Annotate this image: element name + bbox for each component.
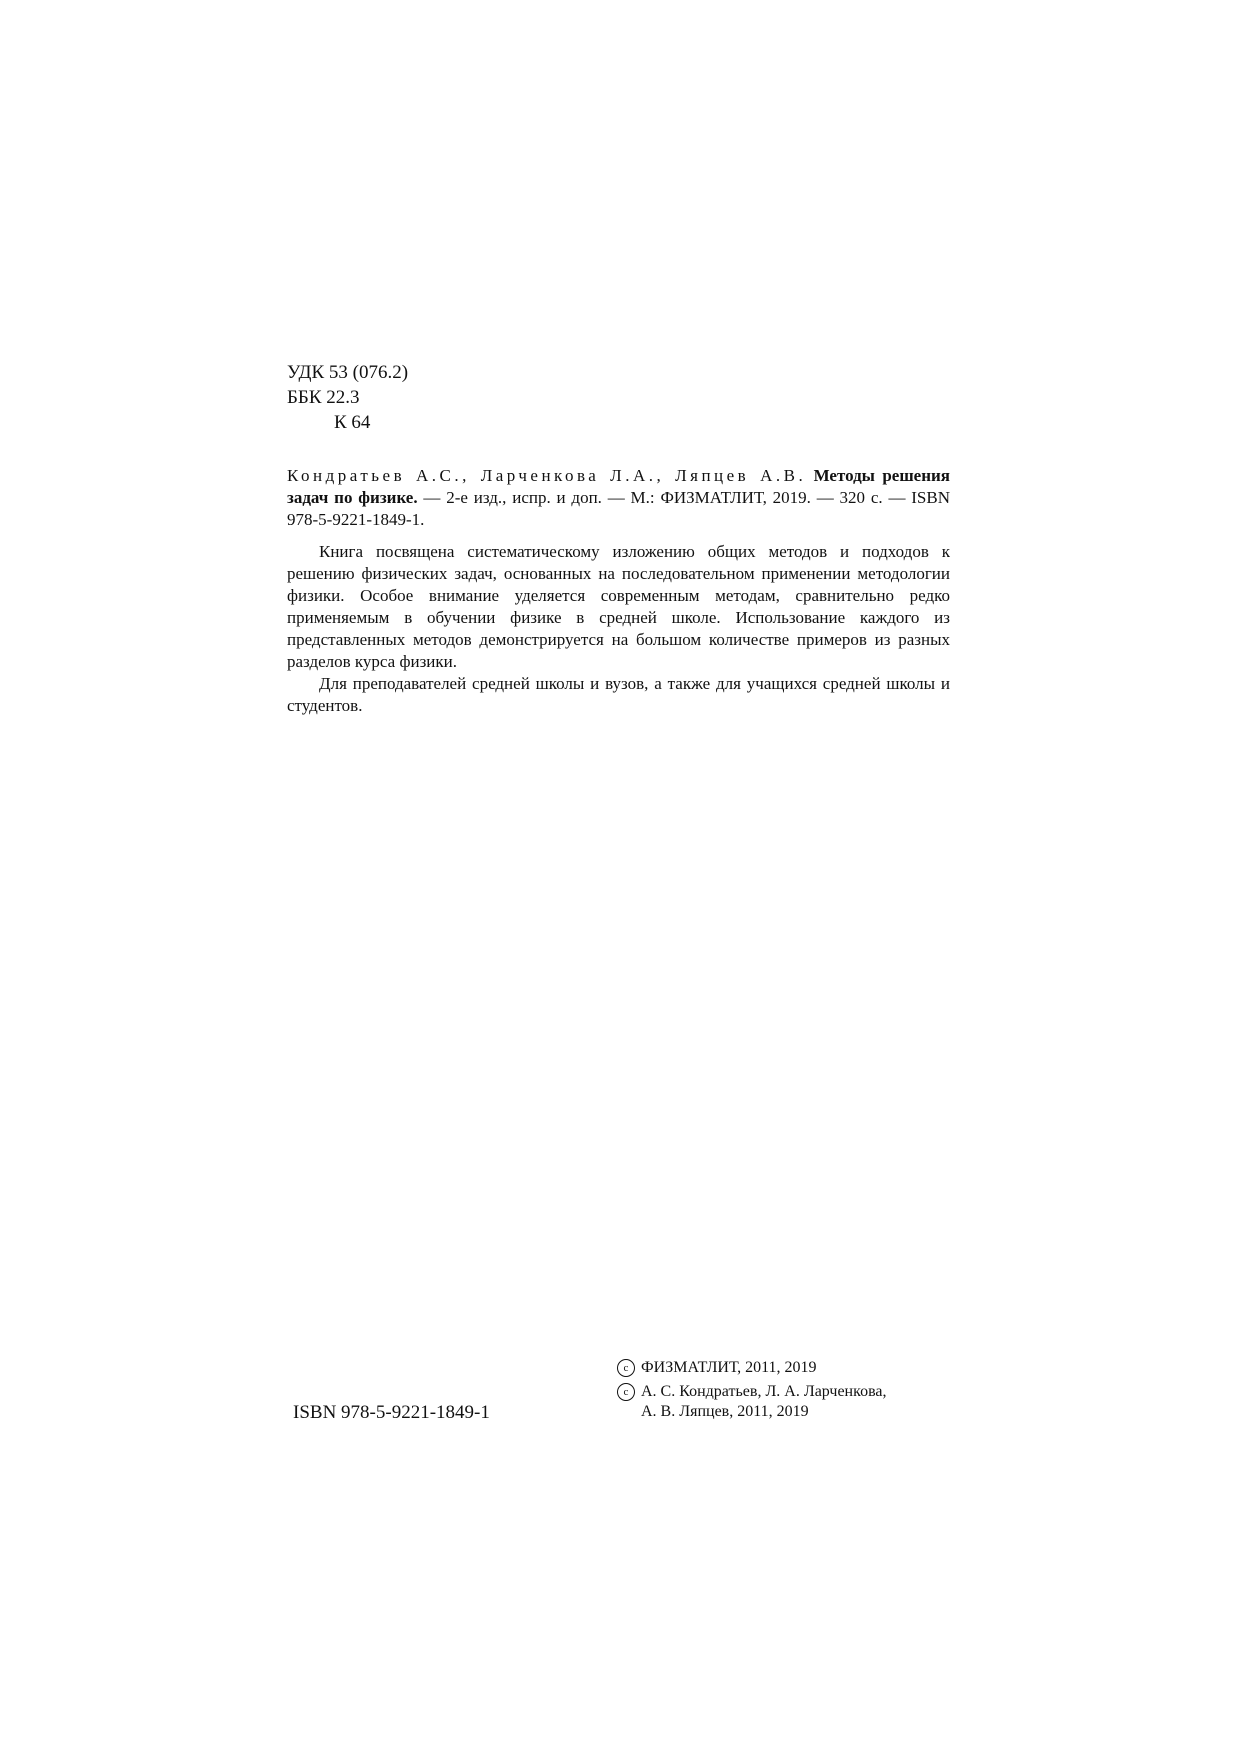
audience-paragraph: Для преподавателей средней школы и вузов, а также для учащихся средней школы и студентов. (287, 674, 950, 715)
copyright-icon: c (617, 1383, 635, 1401)
bibliographic-record (287, 465, 950, 531)
copyright-publisher (617, 1358, 887, 1378)
annotation (287, 541, 950, 717)
copyright-block (617, 1358, 887, 1426)
copyright-text: ФИЗМАТЛИТ, 2011, 2019 (641, 1359, 817, 1376)
authors: Кондратьев А.С., Ларченкова Л.А., Ляпцев А.В. (287, 466, 807, 485)
udk-index: УДК 53 (076.2) (287, 362, 409, 383)
copyright-authors (617, 1382, 887, 1422)
isbn-number: ISBN 978-5-9221-1849-1 (293, 1402, 490, 1423)
author-sign: К 64 (334, 412, 371, 433)
bbk-index: ББК 22.3 (287, 387, 360, 408)
annotation-paragraph: Книга посвящена систематическому изложению общих методов и подходов к решению физических задач, основанных на последовательном применении методологии физики. Особое внимание уделяется современным методам, сравнительно редко применяемым в обучении физике в средней школе. Использование каждого из представленных методов демонстрируется на большом количестве примеров из разных разделов курса физики. (287, 542, 950, 671)
copyright-icon: c (617, 1359, 635, 1377)
classification-block (287, 360, 408, 435)
copyright-text: А. С. Кондратьев, Л. А. Ларченкова, (641, 1383, 887, 1400)
publication-details: — 2-е изд., испр. и доп. — М.: ФИЗМАТЛИТ, 2019. — 320 с. — ISBN 978-5-9221-1849-1. (287, 488, 950, 529)
copyright-text-continued: А. В. Ляпцев, 2011, 2019 (641, 1403, 809, 1420)
book-title: Методы решения задач по физике. (287, 466, 951, 507)
